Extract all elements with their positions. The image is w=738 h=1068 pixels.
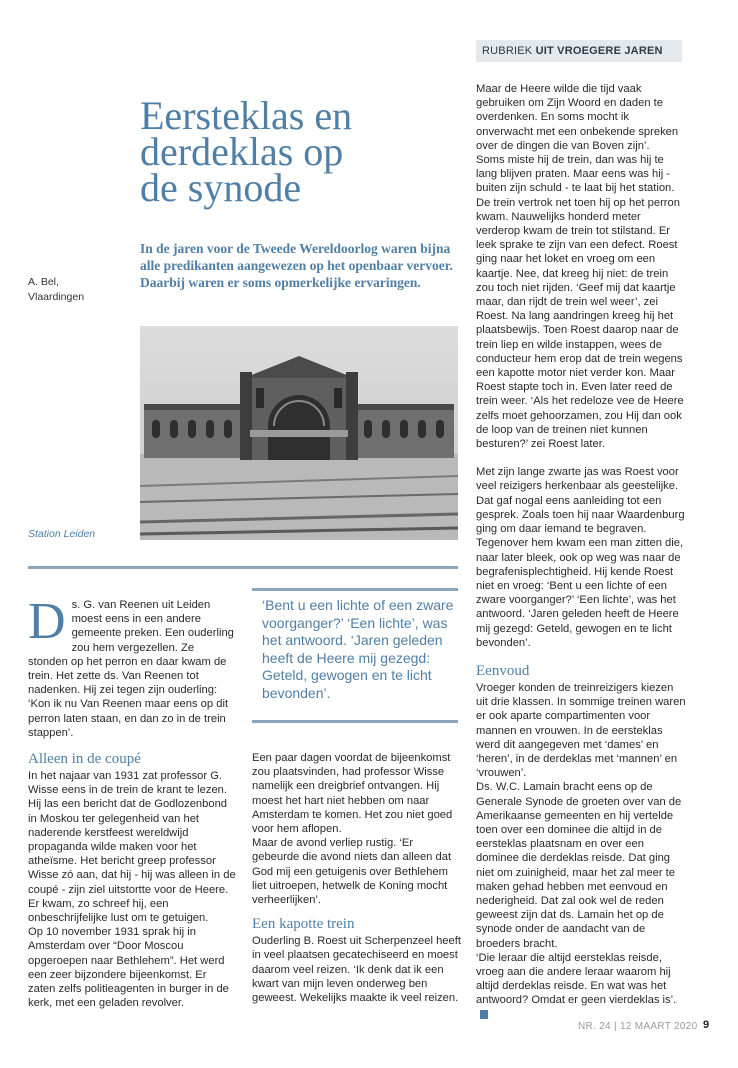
photo-caption: Station Leiden xyxy=(28,528,96,540)
drop-cap: D xyxy=(28,593,66,650)
author-name: A. Bel, xyxy=(28,276,59,288)
paragraph: Soms miste hij de trein, dan was hij te lang blijven praten. Maar eens was hij - buiten zijn schuld - te laat bij het station. De trein vertrok net toen hij op het perron kwam. Nauwelijks honderd meter verderop kwam de trein tot stilstand. Er leek sprake te zijn van een defect. Roest ging naar het loket en vroeg om een kaartje. Nee, dat kreeg hij niet: de trein zou toch niet rijden. ‘Geef mij dat kaartje maar, dan rijdt de trein wel weer’, zei Roest. Na lang aandringen kreeg hij het plaatsbewijs. Toen Roest daarop naar de trein liep en wilde instappen, wees de conducteur hem erop dat de trein wegens een kapotte motor niet verder kon. Maar Roest stapte toch in. Even later reed de trein weer. ‘Als het redeloze vee de Heere zelfs moet gehoorzamen, zou Hij dan ook de loop van de treinen niet kunnen besturen?’ zei Roest later. xyxy=(476,154,684,451)
paragraph: Ds. W.C. Lamain bracht eens op de Generale Synode de groeten over van de Amerikaanse gemeenten en hij vertelde toen over een dominee die altijd in de eersteklas plaatsnam en over een dominee die derdeklas reisde. Dat ging niet om zuinigheid, maar het zal meer te maken gehad hebben met eenvoud en nederigheid. Dat zal ook wel de reden geweest zijn dat ds. Lamain het op de synode onder de aandacht van de broeders bracht. xyxy=(476,781,682,950)
subhead-een-kapotte-trein: Een kapotte trein xyxy=(252,916,355,933)
column-1 xyxy=(28,593,236,1010)
subhead-eenvoud: Eenvoud xyxy=(476,662,530,679)
author-byline xyxy=(28,275,84,305)
paragraph: Een paar dagen voordat de bijeenkomst zou plaatsvinden, had professor Wisse namelijk een dreigbrief ontvangen. Hij moest het hart niet hebben om naar Amsterdam te komen. Het zou niet goed voor hem aflopen. xyxy=(252,752,453,836)
station-leiden-photo xyxy=(140,326,458,540)
paragraph-last xyxy=(476,951,686,1022)
title-line: derdeklas op xyxy=(140,129,344,174)
pull-quote: ‘Bent u een lichte of een zware voorganger?’ ‘Een lichte’, was het antwoord. ‘Jaren geleden heeft de Heere mij gezegd: Geteld, gewogen en te licht bevonden’. xyxy=(262,597,454,701)
pullquote-rule-bottom xyxy=(252,720,458,723)
column-2 xyxy=(252,751,462,1005)
paragraph: s. G. van Reenen uit Leiden moest eens in een andere gemeente preken. Een ouderling zou hem vergezellen. Ze stonden op het perron en daar kwam de trein. Het zette ds. Van Reenen tot nadenken. Hij zei tegen zijn ouderling: ‘Kon ik nu Van Reenen maar eens op dit perron laten staan, en dan zo in de trein stappen’. xyxy=(28,599,234,739)
article-title xyxy=(140,93,460,210)
title-line: Eersteklas en xyxy=(140,93,353,138)
author-place: Vlaardingen xyxy=(28,291,85,303)
paragraph: Maar de avond verliep rustig. ‘Er gebeurde die avond niets dan alleen dat God mij een getuigenis over Bethlehem liet uitroepen, hetwelk de Koning mocht verheerlijken’. xyxy=(252,837,452,907)
section-divider xyxy=(28,566,458,569)
subhead-alleen-in-de-coupe: Alleen in de coupé xyxy=(28,751,141,768)
page-number: 9 xyxy=(703,1019,710,1031)
end-mark-icon xyxy=(480,1010,488,1019)
rubriek-label xyxy=(476,40,682,62)
pullquote-rule-top xyxy=(252,588,458,591)
article-intro: In de jaren voor de Tweede Wereldoorlog waren bijna alle predikanten aangewezen op het openbaar vervoer. Daarbij waren er soms opmerkelijke ervaringen. xyxy=(140,241,453,290)
title-line: de synode xyxy=(140,165,302,210)
paragraph: Met zijn lange zwarte jas was Roest voor veel reizigers herkenbaar als geestelijke. Dat gaf nogal eens aanleiding tot een gesprek. Zoals toen hij naar Waardenburg ging om daar iemand te begraven. Tegenover hem kwam een man zitten die, naar later bleek, ook op weg was naar de begrafenisplechtigheid. Hij kende Roest niet en vroeg: ‘Bent u een lichte of een zware voorganger?’ ‘Een lichte’, was het antwoord. ‘Jaren geleden heeft de Heere mij gezegd: Geteld, gewogen en te licht bevonden’. xyxy=(476,466,685,649)
paragraph: Op 10 november 1931 sprak hij in Amsterdam over “Door Moscou opgeroepen naar Bethlehem”. Het werd een zeer bijzondere bijeenkomst. Er zaten zelfs politieagenten in burger in de kerk, met een geladen revolver. xyxy=(28,926,229,1010)
column-3 xyxy=(476,82,686,1022)
rubriek-title: UIT VROEGERE JAREN xyxy=(535,45,663,57)
paragraph: Ouderling B. Roest uit Scherpenzeel heeft in veel plaatsen gecatechiseerd en moest daarom veel reizen. ‘Ik denk dat ik een kwart van mijn leven onderweg ben geweest. Wekelijks maakte ik veel reizen. xyxy=(252,935,461,1005)
paragraph: In het najaar van 1931 zat professor G. Wisse eens in de trein de krant te lezen. Hij las een bericht dat de Godlozenbond in Moskou ter gelegenheid van het naderende kerstfeest wereldwijd propaganda wilde maken voor het atheïsme. Het bericht greep professor Wisse zó aan, dat hij - hij was alleen in de coupé - zijn ziel uitstortte voor de Heere. Er kwam, zo schreef hij, een onbeschrijfelijke lust om te getuigen. xyxy=(28,770,236,925)
rubriek-prefix: RUBRIEK xyxy=(482,45,533,57)
closing-sentence: ‘Die leraar die altijd eersteklas reisde, vroeg aan die andere leraar waarom hij altijd derdeklas reisde. En wat was het antwoord? Omdat er geen vierdeklas is’. xyxy=(476,951,677,1007)
paragraph: Maar de Heere wilde die tijd vaak gebruiken om Zijn Woord en daden te overdenken. En soms mocht ik onverwacht met een onbekende spreken over de dingen die van Boven zijn’. xyxy=(476,83,679,152)
issue-info: NR. 24 | 12 MAART 2020 xyxy=(578,1021,698,1032)
paragraph: Vroeger konden de treinreizigers kiezen uit drie klassen. In sommige treinen waren er ook aparte compartimenten voor mannen en vrouwen. In de eersteklas werd dit aangegeven met ‘dames’ en ‘heren’, in de derdeklas met ‘mannen’ en ‘vrouwen’. xyxy=(476,681,686,780)
